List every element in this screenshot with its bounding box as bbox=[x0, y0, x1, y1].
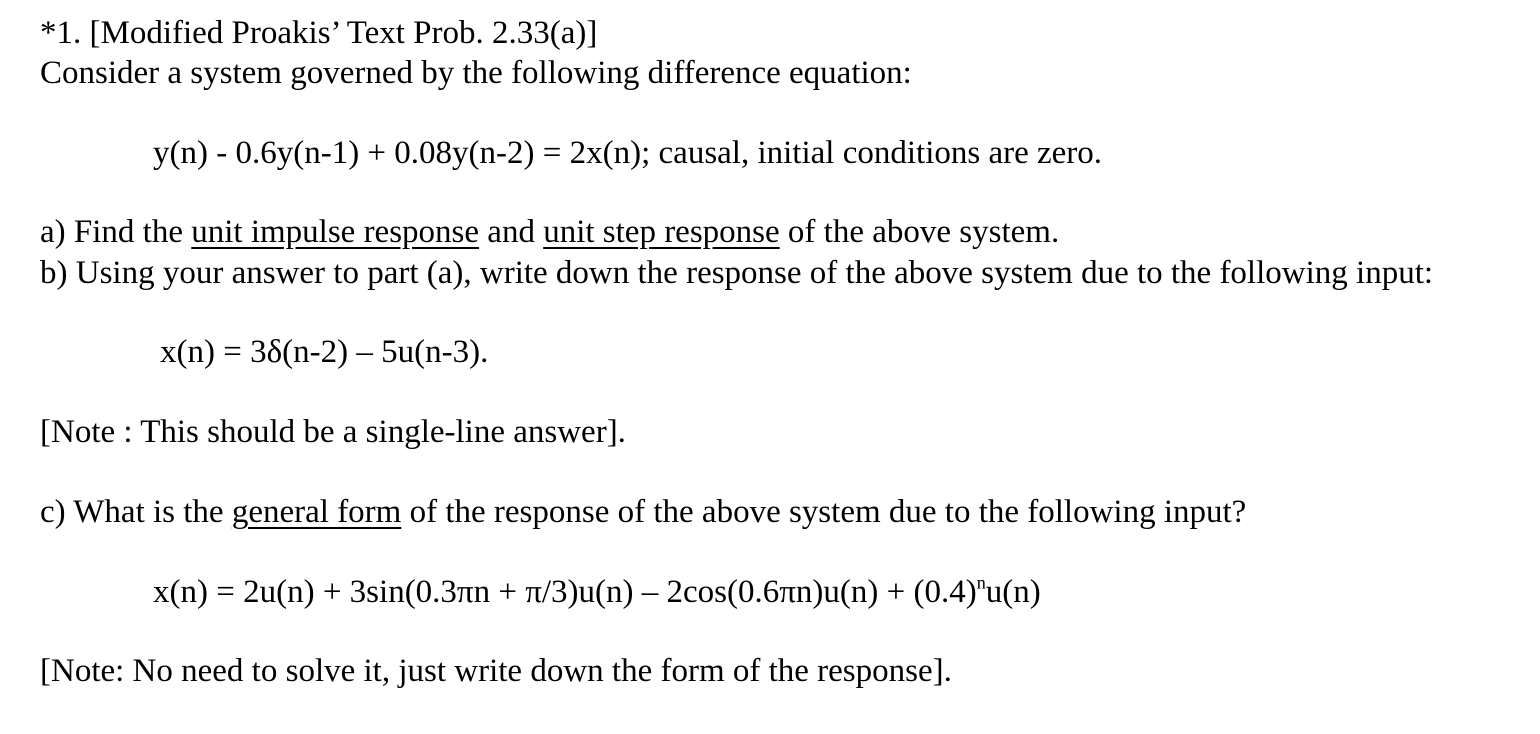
part-a bbox=[40, 216, 1059, 249]
part-c-input-exponent: n bbox=[976, 572, 986, 593]
part-c-prefix: c) What is the bbox=[40, 494, 232, 530]
part-c-input bbox=[153, 572, 1041, 610]
part-c bbox=[40, 496, 1246, 529]
part-c-note: [Note: No need to solve it, just write down the form of the response]. bbox=[40, 653, 952, 689]
unit-step-response-term: unit step response bbox=[543, 214, 780, 250]
difference-equation: y(n) - 0.6y(n-1) + 0.08y(n-2) = 2x(n); causal, initial conditions are zero. bbox=[153, 135, 1103, 171]
part-c-input-tail: u(n) bbox=[985, 574, 1041, 610]
part-b-input: x(n) = 3δ(n-2) – 5u(n-3). bbox=[160, 334, 489, 370]
problem-header: *1. [Modified Proakis’ Text Prob. 2.33(a)] bbox=[40, 15, 598, 51]
general-form-term: general form bbox=[231, 494, 402, 530]
part-c-input-main: x(n) = 2u(n) + 3sin(0.3πn + π/3)u(n) – 2cos(0.6πn)u(n) + (0.4) bbox=[153, 574, 977, 610]
part-a-suffix: of the above system. bbox=[779, 214, 1060, 250]
part-c-suffix: of the response of the above system due to the following input? bbox=[401, 494, 1247, 530]
unit-impulse-response-term: unit impulse response bbox=[191, 214, 480, 250]
part-b-note: [Note : This should be a single-line answer]. bbox=[40, 414, 626, 450]
problem-intro: Consider a system governed by the following difference equation: bbox=[40, 55, 912, 91]
part-b: b) Using your answer to part (a), write down the response of the above system due to the following input: bbox=[40, 255, 1434, 291]
part-a-mid: and bbox=[479, 214, 544, 250]
part-a-prefix: a) Find the bbox=[40, 214, 192, 250]
